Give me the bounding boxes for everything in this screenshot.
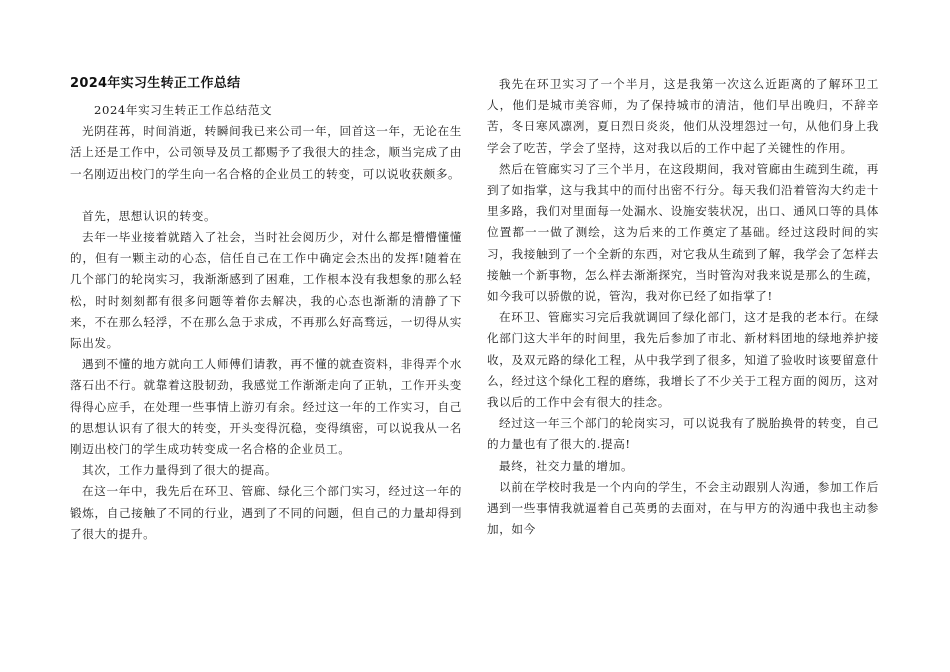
left-column <box>70 74 462 545</box>
paragraph: 然后在管廊实习了三个半月，在这段期间，我对管廊由生疏到生疏，再到了如指掌，这与我其中的而付出密不行分。每天我们沿着管沟大约走十里多路，我们对里面每一处漏水、设施安装状况，出口、通风口等的具体位置都一一做了测绘，这为后来的工作奠定了基础。经过这段时间的实习，我接触到了一个全新的东西，对它我从生疏到了解，我学会了怎样去接触一个新事物，怎么样去渐渐探究，当时管沟对我来说是那么的生疏，如今我可以骄傲的说，管沟，我对你已经了如指掌了! <box>487 161 879 304</box>
paragraph-intro: 光阴荏苒，时间消逝，转瞬间我已来公司一年，回首这一年，无论在生活上还是工作中，公司领导及员工都赐予了我很大的挂念，顺当完成了由一名刚迈出校门的学生向一名合格的企业员工的转变，可以说收获颇多。 <box>70 124 462 181</box>
right-column <box>487 74 879 540</box>
paragraph: 遇到不懂的地方就向工人师傅们请教，再不懂的就查资料，非得弄个水落石出不行。就靠着这股韧劲，我感觉工作渐渐走向了正轨，工作开头变得得心应手，在处理一些事情上游刃有余。经过这一年的工作实习，自己的思想认识有了很大的转变，开头变得沉稳，变得缜密，可以说我从一名刚迈出校门的学生成功转变成一名合格的企业员工。 <box>70 357 462 457</box>
document-subtitle: 2024年实习生转正工作总结范文 <box>94 103 273 117</box>
heading-first: 首先，思想认识的转变。 <box>82 208 217 223</box>
paragraph: 经过这一年三个部门的轮岗实习，可以说我有了脱胎换骨的转变，自己的力量也有了很大的.提高! <box>487 416 879 452</box>
heading-second: 其次，工作力量得到了很大的提高。 <box>82 463 278 478</box>
heading-final: 最终，社交力量的增加。 <box>499 458 634 473</box>
paragraph: 以前在学校时我是一个内向的学生，不会主动跟别人沟通，参加工作后遇到一些事情我就逼着自己英勇的去面对，在与甲方的沟通中我也主动参加，如今 <box>487 479 879 537</box>
paragraph: 我先在环卫实习了一个半月，这是我第一次这么近距离的了解环卫工人，他们是城市美容师，为了保持城市的清洁，他们早出晚归，不辞辛苦，冬日寒风凛冽，夏日烈日炎炎，他们从没埋怨过一句，从他们身上我学会了吃苦，学会了坚持，这对我以后的工作中起了关键性的作用。 <box>487 77 879 155</box>
document-title: 2024年实习生转正工作总结 <box>70 76 241 91</box>
paragraph-gap <box>70 185 462 206</box>
paragraph: 在环卫、管廊实习完后我就调回了绿化部门，这才是我的老本行。在绿化部门这大半年的时间里，我先后参加了市北、新材料团地的绿地养护接收，及双元路的绿化工程，从中我学到了很多，知道了验收时该要留意什么，经过这个绿化工程的磨练，我增长了不少关于工程方面的阅历，这对我以后的工作中会有很大的挂念。 <box>487 310 879 410</box>
paragraph: 在这一年中，我先后在环卫、管廊、绿化三个部门实习，经过这一年的锻炼，自己接触了不同的行业，遇到了不同的问题，但自己的力量却得到了很大的提升。 <box>70 484 462 541</box>
paragraph: 去年一毕业接着就踏入了社会，当时社会阅历少，对什么都是懵懵懂懂的，但有一颗主动的心态，信任自己在工作中确定会杰出的发挥!随着在几个部门的轮岗实习，我渐渐感到了困难，工作根本没有我想象的那么轻松，时时刻刻都有很多问题等着你去解决，我的心态也渐渐的清静了下来，不在那么轻浮，不在那么急于求成，不再那么好高骛远，一切得从实际出发。 <box>70 230 462 351</box>
